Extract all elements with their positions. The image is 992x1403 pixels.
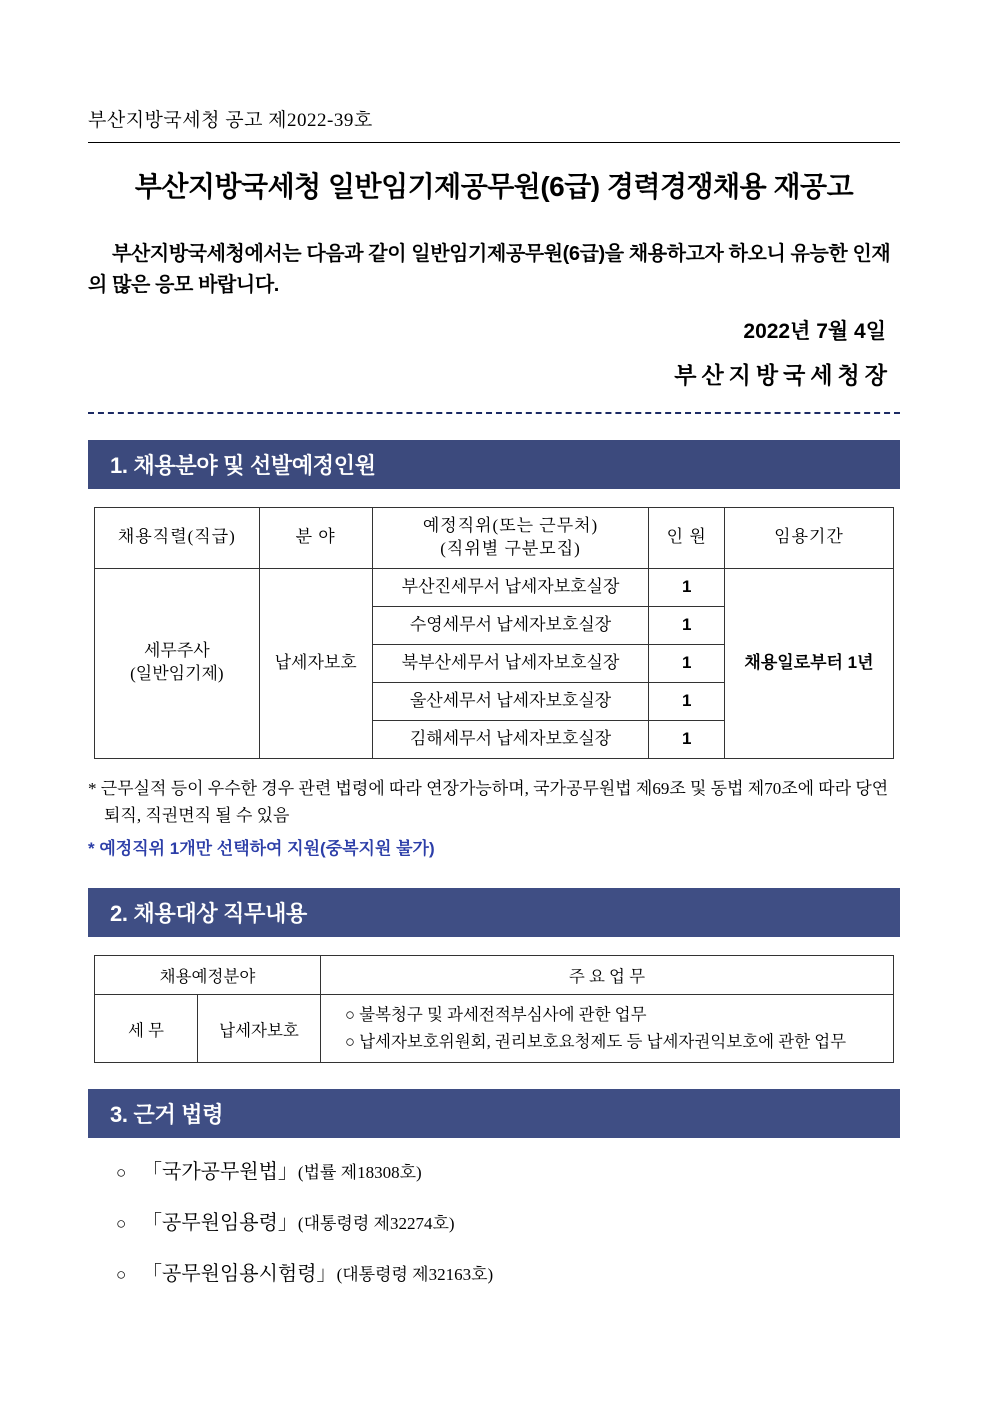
note-text: 근무실적 등이 우수한 경우 관련 법령에 따라 연장가능하며, 국가공무원법 제69조 및 동법 제70조에 따라 당연퇴직, 직권면직 될 수 있음 bbox=[100, 778, 889, 825]
table-header-row bbox=[95, 956, 894, 995]
duty-text: 불복청구 및 과세전적부심사에 관한 업무 bbox=[359, 1005, 647, 1025]
duty-line bbox=[345, 1029, 887, 1055]
cell-field: 납세자보호 bbox=[259, 568, 372, 758]
asterisk-icon: * bbox=[88, 778, 101, 798]
header-divider bbox=[88, 142, 900, 143]
law-list bbox=[88, 1160, 900, 1286]
list-item bbox=[116, 1211, 900, 1236]
announcement-date: 2022년 7월 4일 bbox=[743, 320, 886, 343]
cell-field-minor: 납세자보호 bbox=[198, 995, 321, 1063]
section-heading-2: 2. 채용대상 직무내용 bbox=[88, 888, 900, 937]
circle-bullet-icon: ○ bbox=[116, 1162, 127, 1182]
cell-position: 김해세무서 납세자보호실장 bbox=[372, 720, 649, 758]
list-item bbox=[116, 1160, 900, 1185]
intro-paragraph: 부산지방국세청에서는 다음과 같이 일반임기제공무원(6급)을 채용하고자 하오니 유능한 인재의 많은 응모 바랍니다. bbox=[88, 243, 891, 296]
series-line2: (일반임기제) bbox=[130, 664, 224, 684]
cell-field-major: 세 무 bbox=[95, 995, 198, 1063]
table-row bbox=[95, 568, 894, 606]
col-header-main-duty: 주 요 업 무 bbox=[321, 956, 894, 995]
cell-position: 부산진세무서 납세자보호실장 bbox=[372, 568, 649, 606]
cell-position: 수영세무서 납세자보호실장 bbox=[372, 606, 649, 644]
notes-block bbox=[88, 775, 900, 863]
col-header-position bbox=[372, 508, 649, 569]
law-name: 「공무원임용령」 bbox=[142, 1211, 298, 1234]
note-item-highlight bbox=[88, 835, 900, 862]
cell-position: 울산세무서 납세자보호실장 bbox=[372, 682, 649, 720]
duty-line bbox=[345, 1002, 887, 1028]
law-number: (대통령령 제32163호) bbox=[336, 1264, 494, 1284]
cell-count: 1 bbox=[649, 682, 725, 720]
circle-bullet-icon: ○ bbox=[116, 1264, 127, 1284]
col-header-target-field: 채용예정분야 bbox=[95, 956, 321, 995]
col-header-field: 분 야 bbox=[259, 508, 372, 569]
recruitment-table bbox=[94, 507, 894, 759]
law-name: 「공무원임용시험령」 bbox=[142, 1262, 337, 1285]
cell-position: 북부산세무서 납세자보호실장 bbox=[372, 644, 649, 682]
col-header-count: 인 원 bbox=[649, 508, 725, 569]
page-title: 부산지방국세청 일반임기제공무원(6급) 경력경쟁채용 재공고 bbox=[134, 171, 854, 202]
section-heading-1: 1. 채용분야 및 선발예정인원 bbox=[88, 440, 900, 489]
document-number: 부산지방국세청 공고 제2022-39호 bbox=[88, 110, 373, 131]
document-content bbox=[88, 105, 900, 1312]
col-header-position-line2: (직위별 구분모집) bbox=[440, 538, 581, 558]
cell-count: 1 bbox=[649, 568, 725, 606]
duties-table bbox=[94, 955, 894, 1063]
circle-bullet-icon: ○ bbox=[345, 1031, 360, 1051]
cell-period: 채용일로부터 1년 bbox=[724, 568, 893, 758]
cell-duties bbox=[321, 995, 894, 1063]
note-text: 예정직위 1개만 선택하여 지원(중복지원 불가) bbox=[99, 838, 435, 858]
law-number: (대통령령 제32274호) bbox=[297, 1213, 455, 1233]
col-header-position-line1: 예정직위(또는 근무처) bbox=[422, 516, 599, 535]
cell-series bbox=[95, 568, 260, 758]
table-header-row bbox=[95, 508, 894, 569]
circle-bullet-icon: ○ bbox=[345, 1005, 360, 1025]
col-header-series: 채용직렬(직급) bbox=[95, 508, 260, 569]
list-item bbox=[116, 1262, 900, 1287]
series-line1: 세무주사 bbox=[144, 641, 210, 661]
dashed-separator bbox=[88, 412, 900, 414]
cell-count: 1 bbox=[649, 606, 725, 644]
table-row bbox=[95, 995, 894, 1063]
col-header-period: 임용기간 bbox=[724, 508, 893, 569]
circle-bullet-icon: ○ bbox=[116, 1213, 127, 1233]
duty-text: 납세자보호위원회, 권리보호요청제도 등 납세자권익보호에 관한 업무 bbox=[359, 1031, 847, 1051]
section-heading-3: 3. 근거 법령 bbox=[88, 1089, 900, 1138]
cell-count: 1 bbox=[649, 644, 725, 682]
law-number: (법률 제18308호) bbox=[297, 1162, 422, 1182]
signer-title: 부산지방국세청장 bbox=[674, 362, 892, 388]
law-name: 「국가공무원법」 bbox=[142, 1160, 298, 1183]
note-item bbox=[88, 775, 900, 829]
asterisk-icon: * bbox=[88, 838, 100, 858]
cell-count: 1 bbox=[649, 720, 725, 758]
